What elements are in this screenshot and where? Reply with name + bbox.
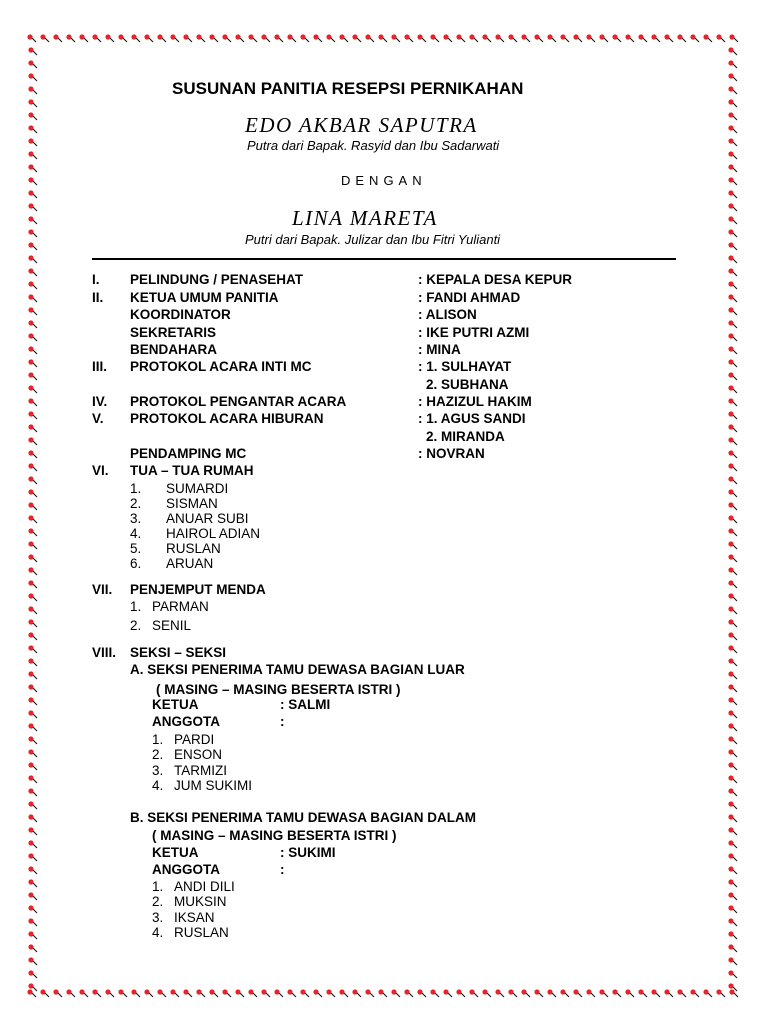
- header-divider: [92, 258, 676, 260]
- list-item: ENSON: [174, 747, 223, 762]
- committee-role: SEKRETARIS: [130, 325, 217, 340]
- list-item: ANDI DILI: [174, 879, 235, 894]
- committee-value: : IKE PUTRI AZMI: [418, 325, 530, 340]
- ketua-value: : SALMI: [280, 697, 331, 712]
- list-number: 3.: [152, 910, 164, 925]
- ketua-label: KETUA: [152, 697, 199, 712]
- section-title: SEKSI – SEKSI: [130, 645, 227, 660]
- committee-value: : 1. SULHAYAT: [418, 359, 512, 374]
- roman-numeral: V.: [92, 411, 104, 426]
- list-item: HAIROL ADIAN: [166, 526, 261, 541]
- section-title: PENJEMPUT MENDA: [130, 582, 266, 597]
- list-item: RUSLAN: [174, 925, 229, 940]
- roman-numeral: VIII.: [92, 645, 117, 660]
- committee-value: : FANDI AHMAD: [418, 290, 521, 305]
- list-number: 3.: [130, 511, 142, 526]
- list-number: 4.: [152, 778, 164, 793]
- list-number: 1.: [152, 732, 164, 747]
- committee-value: : NOVRAN: [418, 446, 485, 461]
- list-number: 5.: [130, 541, 142, 556]
- list-number: 2.: [152, 747, 164, 762]
- section-title: TUA – TUA RUMAH: [130, 463, 254, 478]
- roman-numeral: I.: [92, 272, 100, 287]
- document-title: SUSUNAN PANITIA RESEPSI PERNIKAHAN: [172, 79, 524, 98]
- groom-parents: Putra dari Bapak. Rasyid dan Ibu Sadarwati: [247, 138, 500, 153]
- ketua-value: : SUKIMI: [280, 845, 336, 860]
- list-item: ANUAR SUBI: [166, 511, 249, 526]
- list-number: 2.: [130, 496, 142, 511]
- bride-parents: Putri dari Bapak. Julizar dan Ibu Fitri Yulianti: [245, 232, 501, 247]
- anggota-colon: :: [280, 862, 285, 877]
- anggota-colon: :: [280, 714, 285, 729]
- list-item: JUM SUKIMI: [174, 778, 253, 793]
- roman-numeral: VII.: [92, 582, 113, 597]
- list-item: MUKSIN: [174, 894, 227, 909]
- committee-value-second: 2. SUBHANA: [426, 377, 509, 392]
- list-number: 4.: [130, 526, 142, 541]
- subsection-title: B. SEKSI PENERIMA TAMU DEWASA BAGIAN DALAM: [130, 810, 477, 825]
- roman-numeral: III.: [92, 359, 108, 374]
- roman-numeral: IV.: [92, 394, 108, 409]
- list-number: 1.: [130, 599, 142, 614]
- committee-value: : ALISON: [418, 307, 477, 322]
- roman-numeral: II.: [92, 290, 104, 305]
- subsection-note: ( MASING – MASING BESERTA ISTRI ): [152, 828, 397, 843]
- list-number: 2.: [152, 894, 164, 909]
- list-number: 2.: [130, 618, 142, 633]
- list-number: 1.: [152, 879, 164, 894]
- committee-role: KETUA UMUM PANITIA: [130, 290, 279, 305]
- committee-value: : KEPALA DESA KEPUR: [418, 272, 573, 287]
- list-item: PARDI: [174, 732, 215, 747]
- list-number: 6.: [130, 556, 142, 571]
- committee-role: PELINDUNG / PENASEHAT: [130, 272, 304, 287]
- committee-role: PROTOKOL ACARA INTI MC: [130, 359, 312, 374]
- committee-role: PROTOKOL PENGANTAR ACARA: [130, 394, 347, 409]
- bride-name: LINA MARETA: [292, 206, 438, 230]
- list-item: SISMAN: [166, 496, 218, 511]
- committee-role: PROTOKOL ACARA HIBURAN: [130, 411, 324, 426]
- list-item: PARMAN: [152, 599, 209, 614]
- committee-value-second: 2. MIRANDA: [426, 429, 505, 444]
- roman-numeral: VI.: [92, 463, 109, 478]
- subsection-note: ( MASING – MASING BESERTA ISTRI ): [156, 682, 401, 697]
- list-item: TARMIZI: [174, 763, 227, 778]
- committee-role: BENDAHARA: [130, 342, 217, 357]
- dengan-label: DENGAN: [341, 173, 427, 188]
- committee-value: : HAZIZUL HAKIM: [418, 394, 532, 409]
- anggota-label: ANGGOTA: [152, 714, 220, 729]
- list-item: SUMARDI: [166, 481, 229, 496]
- list-item: ARUAN: [166, 556, 214, 571]
- committee-role: PENDAMPING MC: [130, 446, 247, 461]
- list-item: IKSAN: [174, 910, 215, 925]
- committee-value: : 1. AGUS SANDI: [418, 411, 526, 426]
- subsection-title: A. SEKSI PENERIMA TAMU DEWASA BAGIAN LUAR: [130, 662, 465, 677]
- list-number: 1.: [130, 481, 142, 496]
- anggota-label: ANGGOTA: [152, 862, 220, 877]
- list-number: 3.: [152, 763, 164, 778]
- ketua-label: KETUA: [152, 845, 199, 860]
- list-number: 4.: [152, 925, 164, 940]
- list-item: SENIL: [152, 618, 192, 633]
- list-item: RUSLAN: [166, 541, 221, 556]
- committee-value: : MINA: [418, 342, 461, 357]
- groom-name: EDO AKBAR SAPUTRA: [245, 113, 478, 137]
- committee-role: KOORDINATOR: [130, 307, 231, 322]
